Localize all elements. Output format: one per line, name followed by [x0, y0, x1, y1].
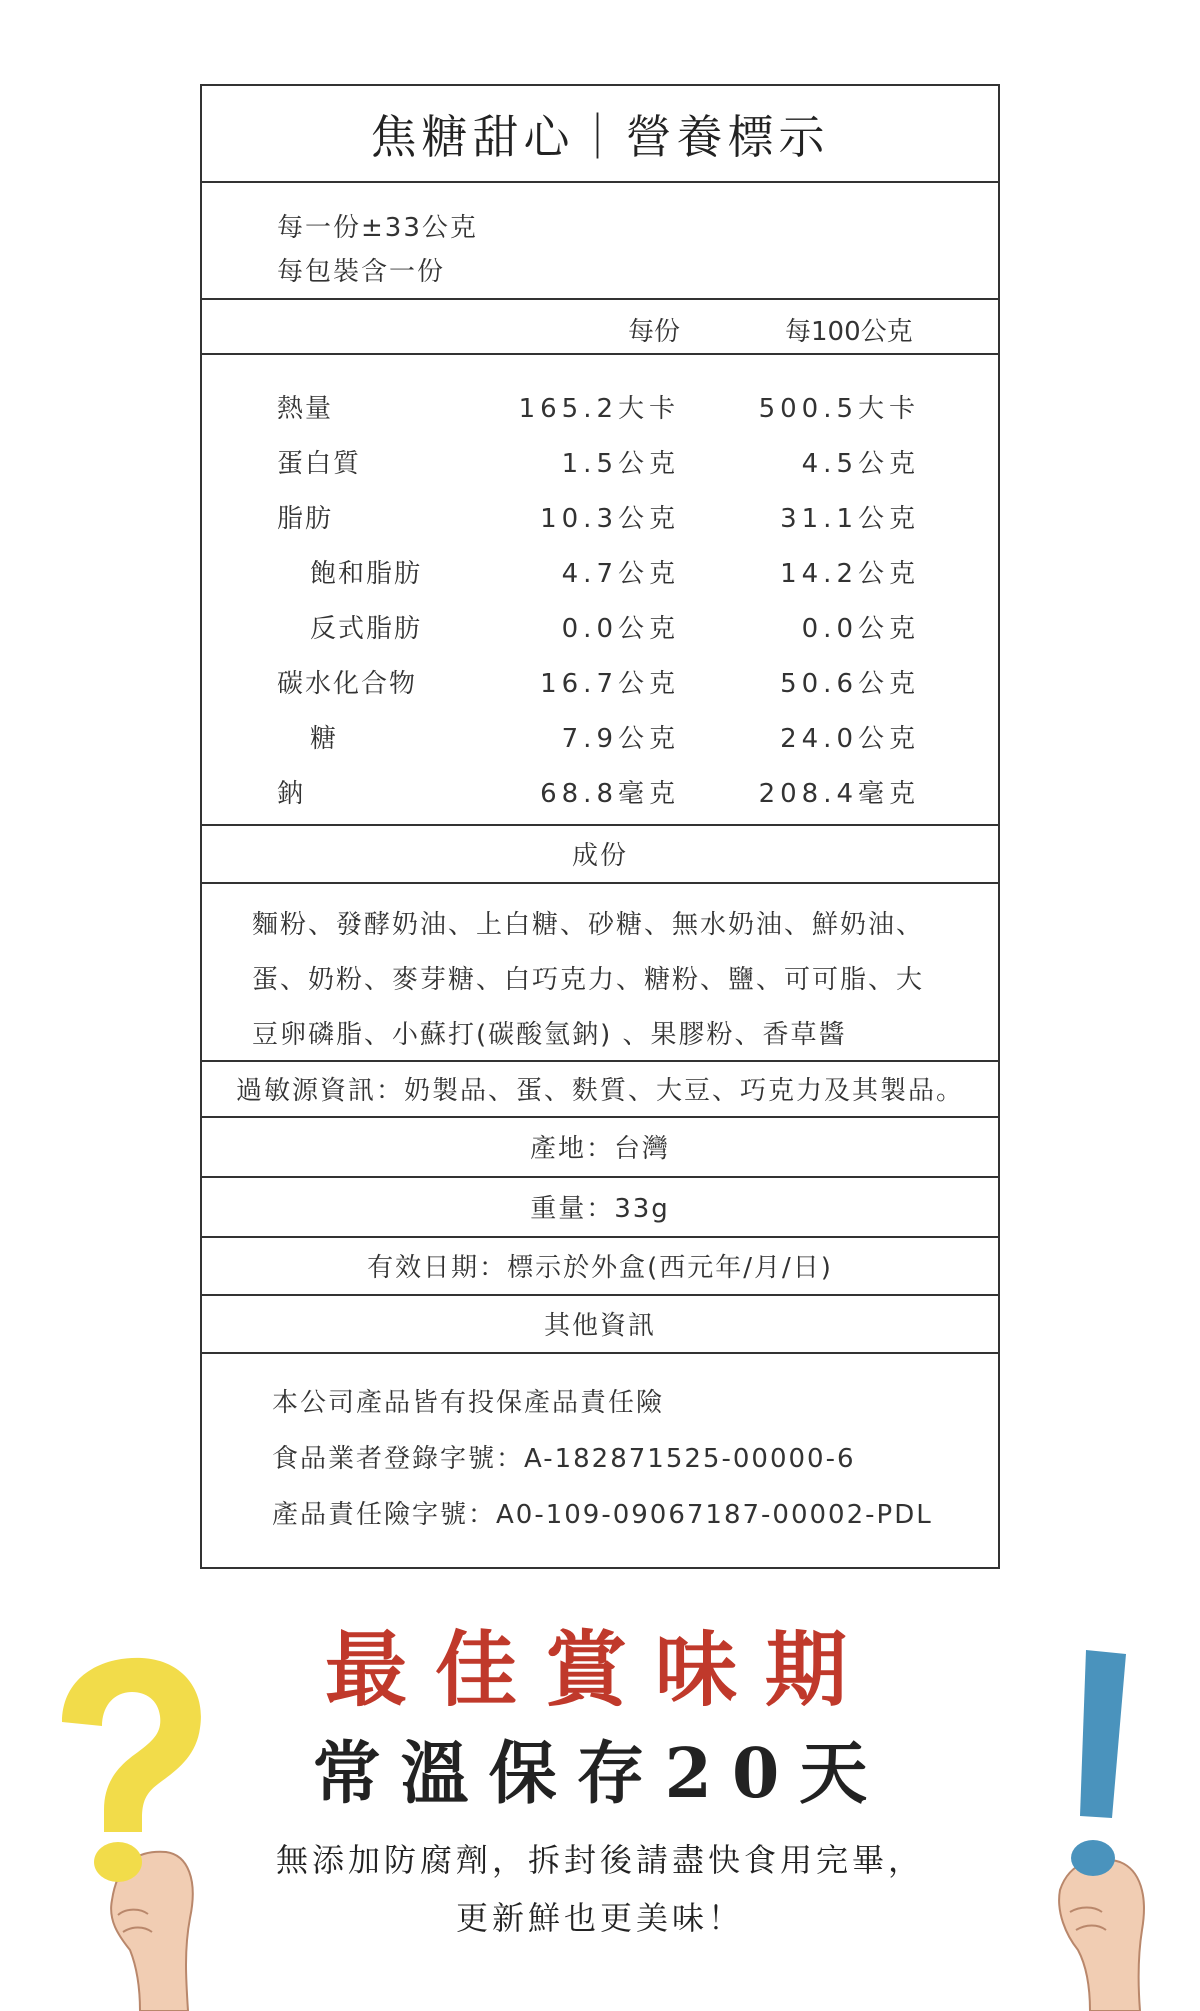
nutrient-per-100g: 14.2公克: [780, 559, 920, 589]
nutrient-per-100g: 50.6公克: [780, 669, 920, 699]
divider: [202, 353, 998, 355]
other-info-line: 食品業者登錄字號：A-182871525-00000-6: [272, 1444, 856, 1474]
servings-per-pack: 每包裝含一份: [277, 257, 446, 287]
nutrient-per-100g: 4.5公克: [801, 449, 920, 479]
storage-headline: 常溫保存20天: [312, 1734, 888, 1814]
nutrient-row: [202, 651, 998, 706]
other-info-line: 產品責任險字號：A0-109-09067187-00002-PDL: [272, 1500, 933, 1530]
nutrient-per-serving: 165.2大卡: [518, 394, 680, 424]
allergen-info: 過敏源資訊：奶製品、蛋、麩質、大豆、巧克力及其製品。: [235, 1075, 964, 1106]
nutrient-name: 碳水化合物: [277, 669, 418, 699]
ingredients-list: [202, 882, 998, 1060]
nutrient-per-serving: 0.0公克: [561, 614, 680, 644]
weight-info: 重量：33g: [530, 1193, 670, 1224]
serving-size: 每一份±33公克: [277, 213, 478, 243]
nutrient-per-serving: 16.7公克: [540, 669, 680, 699]
column-headers: [202, 298, 998, 353]
nutrient-name: 糖: [310, 724, 339, 754]
other-info: [202, 1352, 998, 1567]
nutrient-row: [202, 706, 998, 761]
preservative-note-line2: 更新鮮也更美味！: [455, 1899, 744, 1937]
ingredients-heading: 成份: [571, 840, 628, 871]
nutrient-row: [202, 596, 998, 651]
best-before-headline: 最佳賞味期: [324, 1622, 875, 1718]
nutrient-row: [202, 431, 998, 486]
nutrient-per-serving: 4.7公克: [561, 559, 680, 589]
ingredients-line: 豆卵磷脂、小蘇打(碳酸氫鈉) 、果膠粉、香草醬: [252, 1020, 847, 1050]
origin-info: 產地：台灣: [529, 1133, 670, 1164]
ingredients-line: 蛋、奶粉、麥芽糖、白巧克力、糖粉、鹽、可可脂、大: [252, 965, 925, 995]
nutrient-row: [202, 486, 998, 541]
nutrient-name: 反式脂肪: [310, 614, 423, 644]
expiry-info: 有效日期：標示於外盒(西元年/月/日): [367, 1252, 833, 1283]
nutrient-row: [202, 541, 998, 596]
nutrient-per-100g: 31.1公克: [780, 504, 920, 534]
nutrition-label: [200, 84, 1000, 1569]
col-per-100g: 每100公克: [785, 317, 913, 347]
nutrient-name: 鈉: [277, 779, 306, 809]
nutrient-per-100g: 500.5大卡: [758, 394, 920, 424]
nutrient-name: 熱量: [277, 394, 334, 424]
nutrient-per-serving: 7.9公克: [561, 724, 680, 754]
nutrient-per-serving: 68.8毫克: [540, 779, 680, 809]
hand-question-mark-icon: [48, 1650, 208, 2011]
ingredients-line: 麵粉、發酵奶油、上白糖、砂糖、無水奶油、鮮奶油、: [252, 910, 925, 940]
other-info-line: 本公司產品皆有投保產品責任險: [272, 1388, 665, 1418]
nutrient-per-100g: 0.0公克: [801, 614, 920, 644]
label-title: 焦糖甜心｜營養標示: [370, 109, 830, 164]
nutrient-per-serving: 10.3公克: [540, 504, 680, 534]
hand-exclamation-mark-icon: [1040, 1650, 1160, 2011]
nutrient-name: 脂肪: [277, 504, 334, 534]
col-per-serving: 每份: [628, 317, 681, 347]
nutrient-per-100g: 24.0公克: [780, 724, 920, 754]
nutrient-name: 蛋白質: [277, 449, 362, 479]
nutrient-row: [202, 761, 998, 816]
serving-info: [202, 181, 998, 298]
preservative-note-line1: 無添加防腐劑，拆封後請盡快食用完畢，: [275, 1841, 924, 1879]
other-info-heading: 其他資訊: [543, 1310, 656, 1341]
nutrient-row: [202, 376, 998, 431]
nutrient-per-100g: 208.4毫克: [758, 779, 920, 809]
nutrient-name: 飽和脂肪: [310, 559, 423, 589]
nutrient-per-serving: 1.5公克: [561, 449, 680, 479]
